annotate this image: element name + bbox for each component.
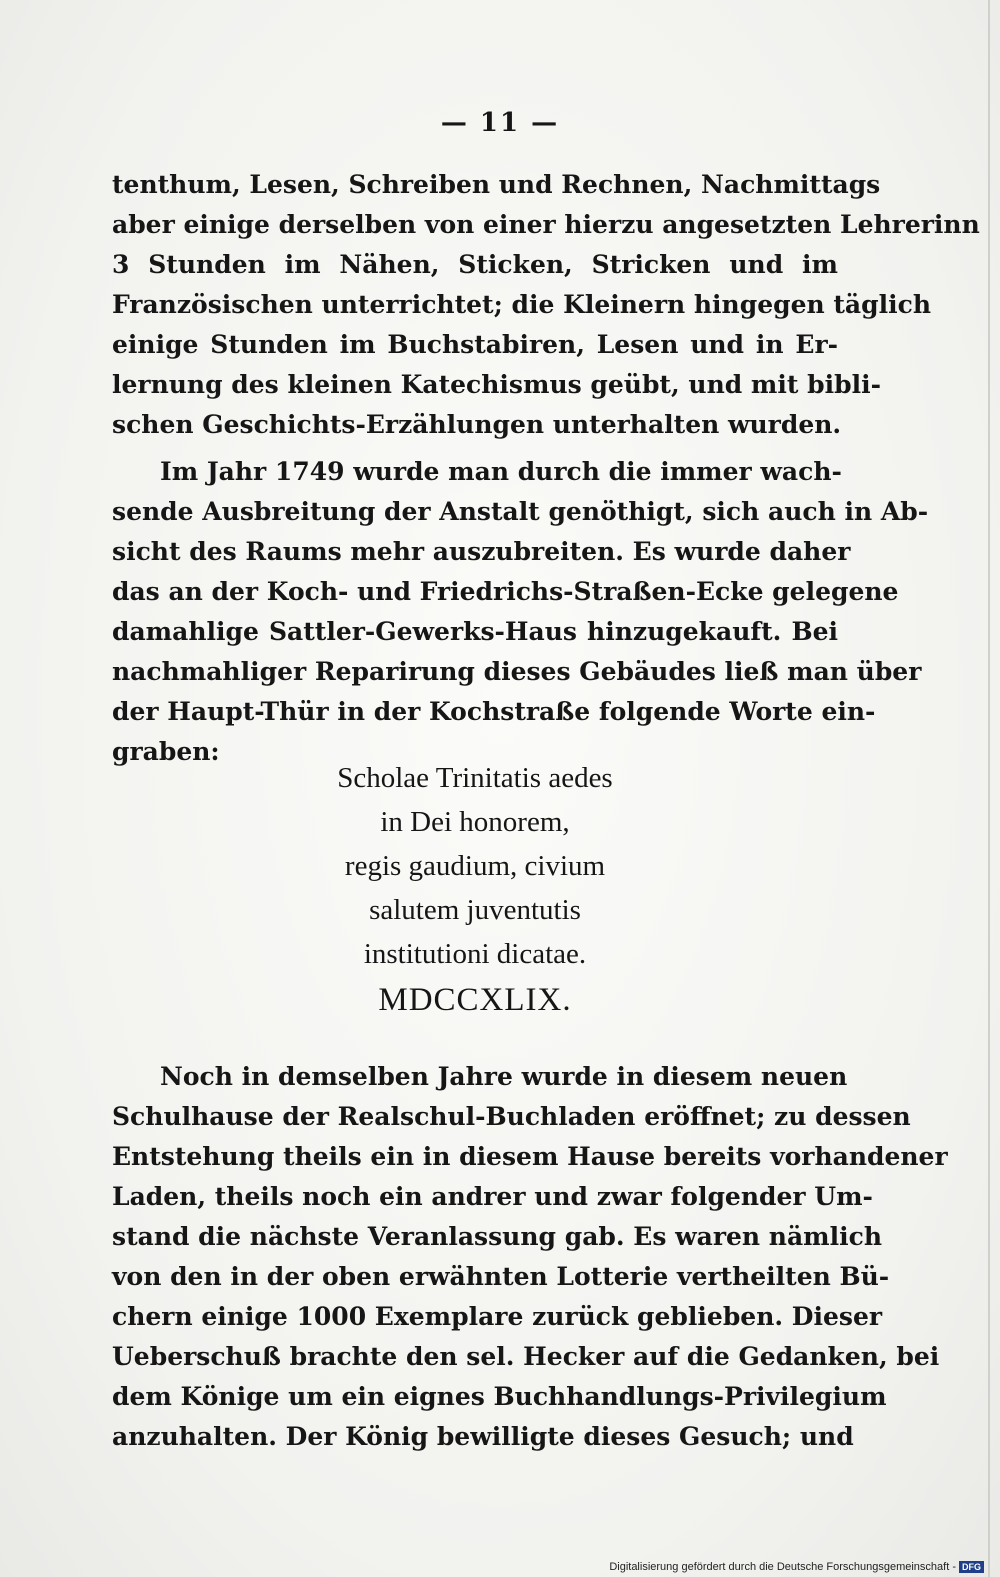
text-line: Noch in demselben Jahre wurde in diesem neuen [160, 1062, 848, 1091]
text-line: dem Könige um ein eignes Buchhandlungs-Privilegium [112, 1382, 887, 1411]
text-line: von den in der oben erwähnten Lotterie vertheilten Bü- [112, 1262, 890, 1291]
inscription-line: regis gaudium, civium [344, 850, 606, 882]
text-line: Entstehung theils ein in diesem Hause bereits vorhandener [112, 1142, 948, 1171]
text-line: einige Stunden im Buchstabiren, Lesen und in Er- [112, 330, 838, 359]
text-line: Schulhause der Realschul-Buchladen eröffnet; zu dessen [112, 1102, 911, 1131]
text-line: Französischen unterrichtet; die Kleinern hingegen täglich [112, 290, 932, 319]
inscription-line: in Dei honorem, [380, 806, 570, 838]
inscription-line: institutioni dicatae. [363, 938, 587, 970]
inscription-line: Scholae Trinitatis aedes [337, 762, 613, 794]
paragraph-2 [112, 452, 929, 772]
text-line: tenthum, Lesen, Schreiben und Rechnen, Nachmittags [112, 170, 881, 199]
text-line: 3 Stunden im Nähen, Sticken, Stricken und im [112, 250, 838, 279]
credit-text: Digitalisierung gefördert durch die Deutsche Forschungsgemeinschaft - [609, 1560, 956, 1573]
text-line: nachmahliger Reparirung dieses Gebäudes ließ man über [112, 657, 922, 686]
dfg-logo: DFG [959, 1561, 984, 1573]
text-line: sende Ausbreitung der Anstalt genöthigt, sich auch in Ab- [112, 497, 929, 526]
text-line: damahlige Sattler-Gewerks-Haus hinzugekauft. Bei [112, 617, 838, 646]
text-line: sicht des Raums mehr auszubreiten. Es wurde daher [112, 537, 851, 566]
text-line: aber einige derselben von einer hierzu angesetzten Lehrerinn [112, 210, 980, 239]
text-line: Im Jahr 1749 wurde man durch die immer wach- [160, 457, 842, 486]
digitization-credit [609, 1561, 984, 1573]
text-line: chern einige 1000 Exemplare zurück geblieben. Dieser [112, 1302, 883, 1331]
text-line: graben: [112, 737, 220, 766]
inscription-year: MDCCXLIX. [378, 982, 572, 1018]
text-line: Laden, theils noch ein andrer und zwar folgender Um- [112, 1182, 873, 1211]
text-line: der Haupt-Thür in der Kochstraße folgende Worte ein- [112, 697, 876, 726]
text-line: anzuhalten. Der König bewilligte dieses Gesuch; und [112, 1422, 854, 1451]
text-line: das an der Koch- und Friedrichs-Straßen-Ecke gelegene [112, 577, 899, 606]
text-line: stand die nächste Veranlassung gab. Es waren nämlich [112, 1222, 883, 1251]
latin-inscription [112, 756, 838, 1022]
text-line: Ueberschuß brachte den sel. Hecker auf die Gedanken, bei [112, 1342, 940, 1371]
text-line: schen Geschichts-Erzählungen unterhalten wurden. [112, 410, 842, 439]
paragraph-1 [112, 165, 980, 445]
paragraph-3 [112, 1057, 948, 1457]
inscription-line: salutem juventutis [369, 894, 581, 926]
page-number: — 11 — [440, 108, 560, 138]
page-edge-shadow [988, 0, 990, 1577]
text-line: lernung des kleinen Katechismus geübt, und mit bibli- [112, 370, 881, 399]
